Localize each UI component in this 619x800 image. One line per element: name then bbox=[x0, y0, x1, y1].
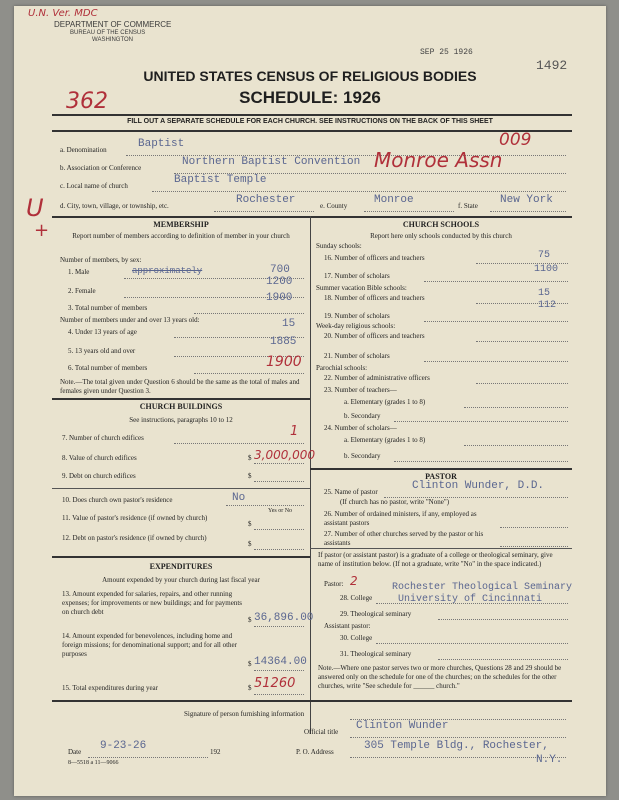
q1-label: 1. Male bbox=[68, 268, 90, 276]
q16-label: 16. Number of officers and teachers bbox=[324, 254, 425, 262]
q14-dollar: $ bbox=[248, 660, 252, 668]
signature-label: Signature of person furnishing information bbox=[184, 710, 305, 718]
q18-value: 15 bbox=[538, 288, 551, 299]
q6-label: 6. Total number of members bbox=[68, 364, 148, 372]
local-name-value: Baptist Temple bbox=[174, 174, 267, 186]
form-title: UNITED STATES CENSUS OF RELIGIOUS BODIES bbox=[143, 68, 477, 84]
state-label: f. State bbox=[458, 202, 478, 210]
denomination-value: Baptist bbox=[138, 138, 185, 150]
schools-title: CHURCH SCHOOLS bbox=[402, 220, 480, 229]
q29-label: 29. Theological seminary bbox=[340, 610, 412, 618]
official-title-value: Clinton Wunder bbox=[356, 720, 449, 732]
po-address-label: P. O. Address bbox=[296, 748, 334, 756]
annotation-top-left: U.N. Ver. MDC bbox=[28, 8, 98, 19]
po-address-line1: 305 Temple Bldg., Rochester, bbox=[364, 740, 549, 752]
q16-value: 75 bbox=[538, 250, 551, 261]
date-stamp: SEP 25 1926 bbox=[420, 48, 473, 57]
bureau-name: BUREAU OF THE CENSUS bbox=[70, 30, 146, 36]
q8-dollar: $ bbox=[248, 454, 252, 462]
q23b-label: b. Secondary bbox=[344, 412, 381, 420]
q6-value: 1900 bbox=[266, 354, 302, 370]
city-name: WASHINGTON bbox=[92, 37, 134, 43]
parochial-schools-label: Parochial schools: bbox=[316, 364, 368, 372]
q17-label: 17. Number of scholars bbox=[324, 272, 390, 280]
q11-dollar: $ bbox=[248, 520, 252, 528]
yes-no-hint: Yes or No bbox=[268, 508, 293, 514]
q9-label: 9. Debt on church edifices bbox=[62, 472, 136, 480]
q21-label: 21. Number of scholars bbox=[324, 352, 390, 360]
association-value: Northern Baptist Convention bbox=[182, 156, 361, 168]
q5-value: 1885 bbox=[270, 336, 297, 348]
department-name: DEPARTMENT OF COMMERCE bbox=[54, 20, 172, 29]
buildings-subtitle: See instructions, paragraphs 10 to 12 bbox=[129, 416, 233, 424]
buildings-title: CHURCH BUILDINGS bbox=[139, 402, 223, 411]
q12-label: 12. Debt on pastor's residence (if owned by church) bbox=[62, 534, 207, 542]
county-value: Monroe bbox=[374, 194, 414, 206]
official-title-label: Official title bbox=[304, 728, 339, 736]
city-value: Rochester bbox=[236, 194, 296, 206]
q19-value: 112 bbox=[538, 300, 557, 311]
graduate-note: If pastor (or assistant pastor) is a graduate of a college or theological seminary, give name of institution below. (If not a graduate, write "No" in the space indicated.) bbox=[318, 551, 553, 568]
q15-dollar: $ bbox=[248, 684, 252, 692]
annotation-u-mark: U bbox=[26, 194, 44, 222]
q25-note: (If church has no pastor, write "None") bbox=[340, 498, 450, 506]
q23a-label: a. Elementary (grades 1 to 8) bbox=[344, 398, 426, 406]
q31-label: 31. Theological seminary bbox=[340, 650, 412, 658]
q3-value: 1900 bbox=[266, 292, 293, 304]
q5-label: 5. 13 years old and over bbox=[68, 347, 136, 355]
q28-value-line1: Rochester Theological Seminary bbox=[392, 582, 573, 593]
q14-value: 14364.00 bbox=[254, 656, 307, 668]
annotation-monroe-assn: Monroe Assn bbox=[374, 148, 503, 172]
census-schedule-page bbox=[14, 6, 606, 796]
pastor-subheading: Pastor: bbox=[324, 580, 344, 588]
q1-struck-text: approximately bbox=[132, 266, 203, 276]
instruction-line: FILL OUT A SEPARATE SCHEDULE FOR EACH CHURCH. SEE INSTRUCTIONS ON THE BACK OF THIS SHEET bbox=[127, 118, 493, 125]
q18-label: 18. Number of officers and teachers bbox=[324, 294, 425, 302]
date-value: 9-23-26 bbox=[100, 740, 147, 752]
q12-dollar: $ bbox=[248, 540, 252, 548]
q23-label: 23. Number of teachers— bbox=[324, 386, 397, 394]
q13-dollar: $ bbox=[248, 616, 252, 624]
pastor-note: Note.—Where one pastor serves two or more churches, Questions 28 and 29 should be answered only on the schedule for one of the churches; on the schedules for the other churches, write "See schedule for ______ church." bbox=[318, 664, 562, 690]
q10-label: 10. Does church own pastor's residence bbox=[62, 496, 173, 504]
membership-note: Note.—The total given under Question 6 should be the same as the total of males and females given under Question 3. bbox=[60, 378, 300, 395]
county-label: e. County bbox=[320, 202, 348, 210]
q2-value: 1200 bbox=[266, 276, 293, 288]
q8-value: 3,000,000 bbox=[254, 448, 316, 462]
expenditures-title: EXPENDITURES bbox=[149, 562, 213, 571]
q19-label: 19. Number of scholars bbox=[324, 312, 390, 320]
q1-value: 700 bbox=[270, 264, 290, 276]
q17-value: 1100 bbox=[534, 264, 559, 275]
q30-label: 30. College bbox=[340, 634, 373, 642]
q13-label: 13. Amount expended for salaries, repairs, and other running expenses; for improvements or new buildings; and for payments on church debt bbox=[62, 590, 243, 616]
q11-label: 11. Value of pastor's residence (if owned by church) bbox=[62, 514, 208, 522]
age-header: Number of members under and over 13 years old: bbox=[60, 316, 200, 324]
q8-label: 8. Value of church edifices bbox=[62, 454, 137, 462]
membership-title: MEMBERSHIP bbox=[153, 220, 209, 229]
city-label: d. City, town, village, or township, etc. bbox=[60, 202, 169, 210]
q25-value: Clinton Wunder, D.D. bbox=[412, 480, 545, 492]
summer-schools-label: Summer vacation Bible schools: bbox=[316, 284, 407, 292]
pastor-title: PASTOR bbox=[425, 472, 457, 481]
q3-label: 3. Total number of members bbox=[68, 304, 148, 312]
q25-label: 25. Name of pastor bbox=[324, 488, 378, 496]
q10-value: No bbox=[232, 492, 246, 504]
q13-value: 36,896.00 bbox=[254, 612, 314, 624]
schools-subtitle: Report here only schools conducted by this church bbox=[370, 232, 512, 240]
q4-label: 4. Under 13 years of age bbox=[68, 328, 137, 336]
denomination-label: a. Denomination bbox=[60, 146, 107, 154]
annotation-denom-code: 009 bbox=[499, 130, 532, 150]
q15-label: 15. Total expenditures during year bbox=[62, 684, 158, 692]
membership-intro: Report number of members according to definition of member in your church bbox=[72, 232, 290, 240]
year-suffix: 192 bbox=[210, 748, 221, 756]
annotation-plus-mark: + bbox=[34, 220, 50, 241]
members-by-sex-label: Number of members, by sex: bbox=[60, 256, 142, 264]
q24a-label: a. Elementary (grades 1 to 8) bbox=[344, 436, 426, 444]
q28-value-line2: University of Cincinnati bbox=[398, 594, 543, 605]
date-label: Date bbox=[68, 748, 82, 756]
association-label: b. Association or Conference bbox=[60, 164, 142, 172]
q27-label: 27. Number of other churches served by the pastor or his assistants bbox=[324, 530, 484, 547]
q24-label: 24. Number of scholars— bbox=[324, 424, 397, 432]
expenditures-subtitle: Amount expended by your church during last fiscal year bbox=[102, 576, 260, 584]
assistant-pastor-subheading: Assistant pastor: bbox=[324, 622, 371, 630]
number-stamp: 1492 bbox=[536, 58, 568, 73]
weekday-schools-label: Week-day religious schools: bbox=[316, 322, 396, 330]
annotation-pastor-count: 2 bbox=[350, 574, 358, 588]
q7-label: 7. Number of church edifices bbox=[62, 434, 144, 442]
state-value: New York bbox=[500, 194, 553, 206]
q22-label: 22. Number of administrative officers bbox=[324, 374, 430, 382]
q20-label: 20. Number of officers and teachers bbox=[324, 332, 425, 340]
annotation-red-number: 362 bbox=[66, 89, 108, 114]
schedule-title: SCHEDULE: 1926 bbox=[239, 88, 381, 107]
print-code: 8—5518 a 11—9066 bbox=[68, 760, 119, 766]
q24b-label: b. Secondary bbox=[344, 452, 381, 460]
q2-label: 2. Female bbox=[68, 287, 96, 295]
q4-value: 15 bbox=[282, 318, 296, 330]
sunday-schools-label: Sunday schools: bbox=[316, 242, 362, 250]
po-address-line2: N.Y. bbox=[536, 754, 563, 766]
q26-label: 26. Number of ordained ministers, if any, employed as assistant pastors bbox=[324, 510, 477, 527]
q7-value: 1 bbox=[290, 424, 299, 439]
q14-label: 14. Amount expended for benevolences, including home and foreign missions; for denominational support; and for all other purposes bbox=[62, 632, 237, 658]
q9-dollar: $ bbox=[248, 472, 252, 480]
local-name-label: c. Local name of church bbox=[60, 182, 128, 190]
q15-value: 51260 bbox=[254, 676, 296, 691]
q28-label: 28. College bbox=[340, 594, 373, 602]
